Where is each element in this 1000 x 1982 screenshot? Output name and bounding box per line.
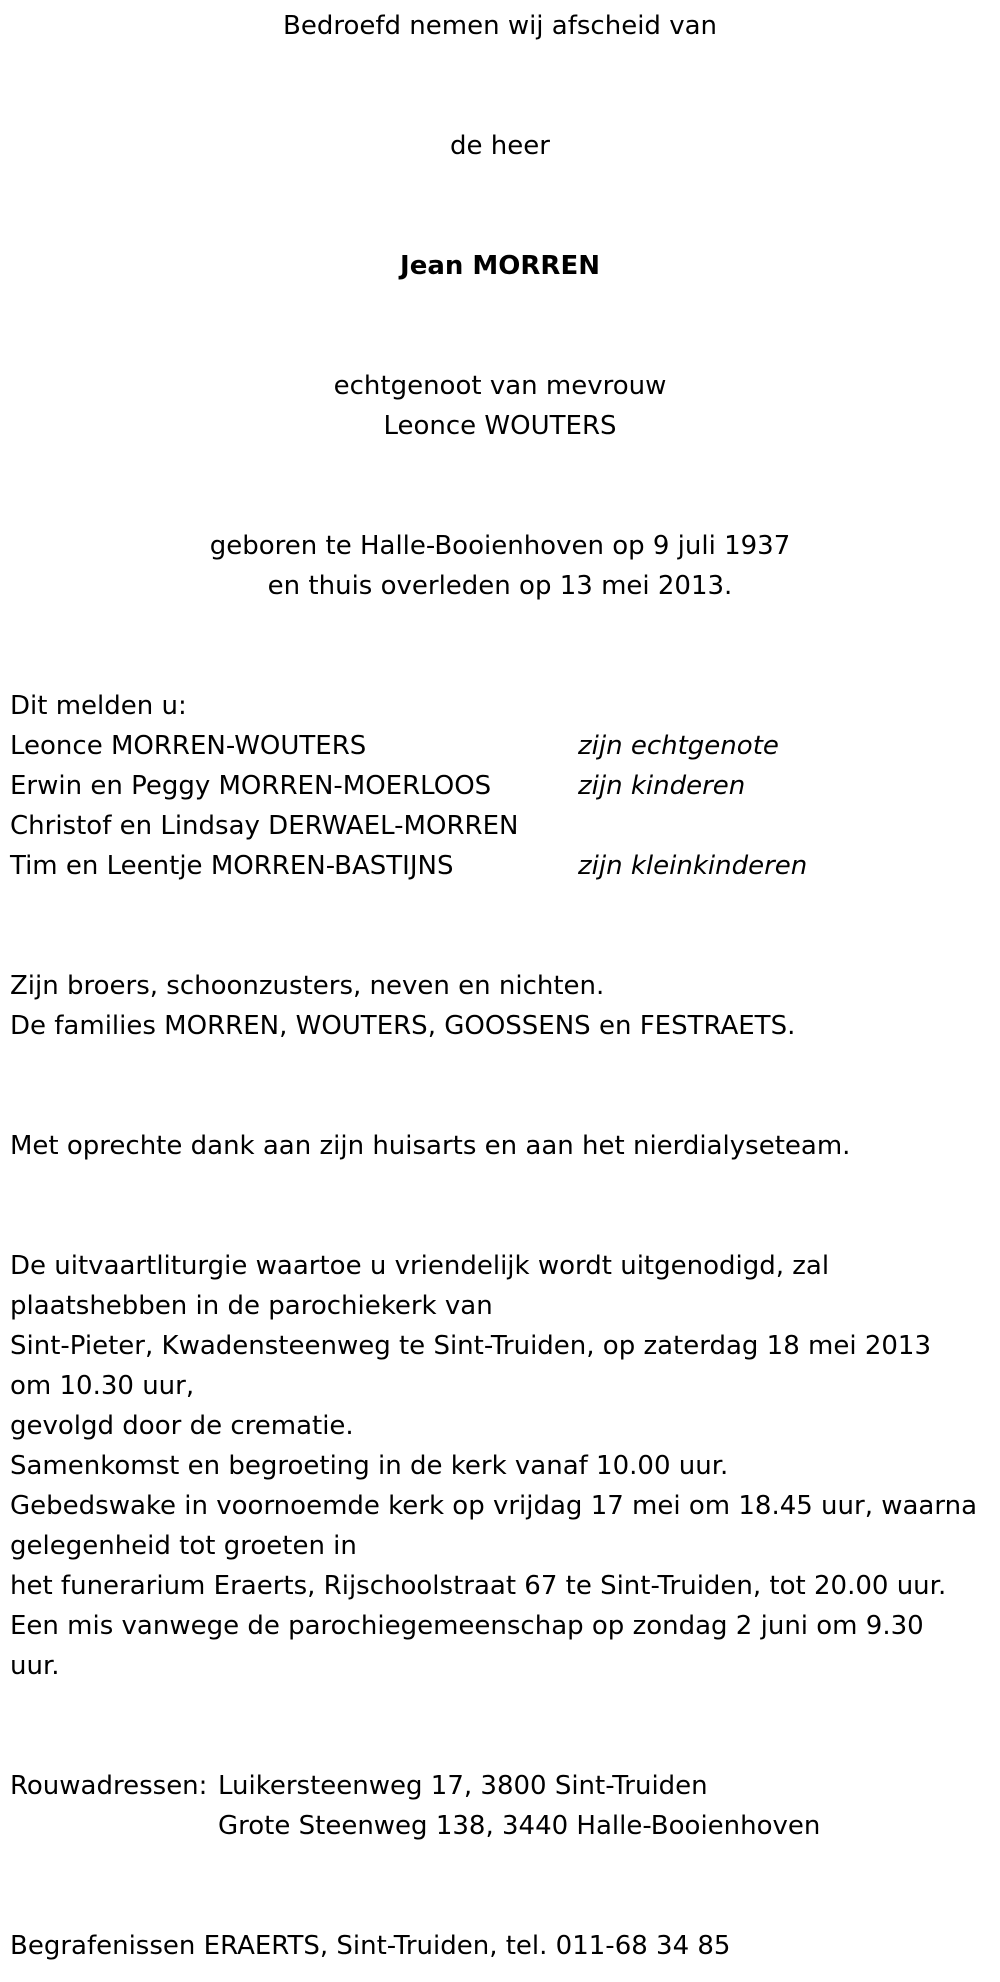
family-line-1: Zijn broers, schoonzusters, neven en nichten. — [10, 971, 605, 1001]
relative-name: Leonce MORREN-WOUTERS — [10, 731, 367, 761]
deceased-name: Jean MORREN — [400, 251, 600, 281]
relative-row — [10, 726, 995, 766]
relative-name: Tim en Leentje MORREN-BASTIJNS — [10, 851, 454, 881]
address-line-1: Luikersteenweg 17, 3800 Sint-Truiden — [218, 1771, 708, 1801]
address-line-2: Grote Steenweg 138, 3440 Halle-Booienhoven — [218, 1811, 821, 1841]
funeral-home: Begrafenissen ERAERTS, Sint-Truiden, tel. 011-68 34 85 — [10, 1931, 731, 1961]
ceremony-line: gelegenheid tot groeten in — [10, 1531, 357, 1561]
relative-row — [10, 846, 995, 886]
addresses-label: Rouwadressen: — [10, 1771, 208, 1801]
thanks-text: Met oprechte dank aan zijn huisarts en aan het nierdialyseteam. — [10, 1131, 851, 1161]
ceremony-line: uur. — [10, 1651, 60, 1681]
ceremony-line: gevolgd door de crematie. — [10, 1411, 354, 1441]
relative-role: zijn kinderen — [578, 771, 746, 801]
relative-name: Erwin en Peggy MORREN-MOERLOOS — [10, 771, 492, 801]
ceremony-line: Sint-Pieter, Kwadensteenweg te Sint-Truiden, op zaterdag 18 mei 2013 — [10, 1331, 932, 1361]
family-line-2: De families MORREN, WOUTERS, GOOSSENS en FESTRAETS. — [10, 1011, 796, 1041]
relative-name: Christof en Lindsay DERWAEL-MORREN — [10, 811, 519, 841]
ceremony-block — [10, 1246, 995, 1686]
ceremony-line: Samenkomst en begroeting in de kerk vanaf 10.00 uur. — [10, 1451, 729, 1481]
relative-row — [10, 806, 995, 846]
relative-row — [10, 766, 995, 806]
intro-text: Bedroefd nemen wij afscheid van — [283, 11, 717, 41]
ceremony-line: om 10.30 uur, — [10, 1371, 195, 1401]
ceremony-line: plaatshebben in de parochiekerk van — [10, 1291, 493, 1321]
spouse-line-2: Leonce WOUTERS — [383, 411, 617, 441]
relatives-intro: Dit melden u: — [10, 691, 187, 721]
death-line: en thuis overleden op 13 mei 2013. — [267, 571, 733, 601]
ceremony-line: het funerarium Eraerts, Rijschoolstraat 67 te Sint-Truiden, tot 20.00 uur. — [10, 1571, 947, 1601]
ceremony-line: Een mis vanwege de parochiegemeenschap op zondag 2 juni om 9.30 — [10, 1611, 924, 1641]
spouse-line-1: echtgenoot van mevrouw — [333, 371, 667, 401]
ceremony-line: De uitvaartliturgie waartoe u vriendelijk wordt uitgenodigd, zal — [10, 1251, 830, 1281]
birth-line: geboren te Halle-Booienhoven op 9 juli 1937 — [209, 531, 791, 561]
relative-role: zijn echtgenote — [578, 731, 779, 761]
title-prefix: de heer — [450, 131, 550, 161]
relative-role: zijn kleinkinderen — [578, 851, 808, 881]
ceremony-line: Gebedswake in voornoemde kerk op vrijdag 17 mei om 18.45 uur, waarna — [10, 1491, 978, 1521]
